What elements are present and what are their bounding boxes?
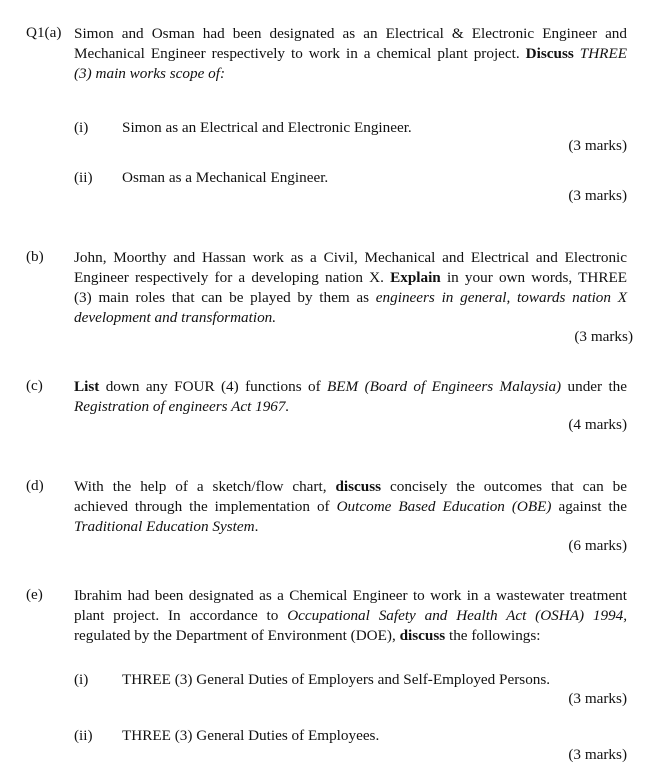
q1b-marks: (3 marks) <box>574 328 633 345</box>
q1a-item-text-ii: Osman as a Mechanical Engineer. <box>122 169 329 186</box>
q1e-item-text-ii: THREE (3) General Duties of Employees. <box>122 727 380 744</box>
q1e-item-text-i: THREE (3) General Duties of Employers and Self-Employed Persons. <box>122 671 551 688</box>
q1e-item-label-i: (i) <box>74 671 89 688</box>
question-label-1e: (e) <box>26 586 43 603</box>
q1e-item-marks-ii: (3 marks) <box>568 746 627 763</box>
q1a-line2: Mechanical Engineer respectively to work in a chemical plant project. Discuss THREE <box>74 45 628 62</box>
question-label-1a: Q1(a) <box>26 24 62 41</box>
question-1a-text <box>74 24 627 84</box>
q1d-line2: achieved through the implementation of Outcome Based Education (OBE) against the <box>74 498 627 515</box>
q1b-line1: John, Moorthy and Hassan work as a Civil, Mechanical and Electrical and Electronic <box>74 249 627 266</box>
q1c-line2: Registration of engineers Act 1967. <box>74 398 290 415</box>
q1e-line2: plant project. In accordance to Occupational Safety and Health Act (OSHA) 1994, <box>74 607 628 624</box>
question-1d-text <box>74 477 627 537</box>
q1e-line3: regulated by the Department of Environment (DOE), discuss the followings: <box>74 627 541 644</box>
q1c-line1: List down any FOUR (4) functions of BEM (Board of Engineers Malaysia) under the <box>74 378 628 395</box>
question-1c-text <box>74 377 627 417</box>
q1a-item-marks-ii: (3 marks) <box>568 187 627 204</box>
question-label-1b: (b) <box>26 248 44 265</box>
question-1b-text <box>74 248 627 328</box>
q1d-line3: Traditional Education System. <box>74 518 259 535</box>
q1e-item-marks-i: (3 marks) <box>568 690 627 707</box>
q1b-line2: Engineer respectively for a developing nation X. Explain in your own words, THREE <box>74 269 628 286</box>
q1e-line1: Ibrahim had been designated as a Chemical Engineer to work in a wastewater treatment <box>74 587 627 604</box>
q1a-item-marks-i: (3 marks) <box>568 137 627 154</box>
q1b-line4: development and transformation. <box>74 309 277 326</box>
q1c-marks: (4 marks) <box>568 416 627 433</box>
q1a-item-text-i: Simon as an Electrical and Electronic Engineer. <box>122 119 412 136</box>
q1a-line3: (3) main works scope of: <box>74 65 226 82</box>
q1a-line1: Simon and Osman had been designated as an Electrical & Electronic Engineer and <box>74 25 627 42</box>
question-label-1c: (c) <box>26 377 43 394</box>
q1e-item-label-ii: (ii) <box>74 727 93 744</box>
q1d-marks: (6 marks) <box>568 537 627 554</box>
q1d-line1: With the help of a sketch/flow chart, discuss concisely the outcomes that can be <box>74 478 628 495</box>
q1b-line3: (3) main roles that can be played by them as engineers in general, towards nation X <box>74 289 627 306</box>
question-label-1d: (d) <box>26 477 44 494</box>
question-1e-text <box>74 586 627 646</box>
q1a-item-label-i: (i) <box>74 119 89 136</box>
q1a-item-label-ii: (ii) <box>74 169 93 186</box>
